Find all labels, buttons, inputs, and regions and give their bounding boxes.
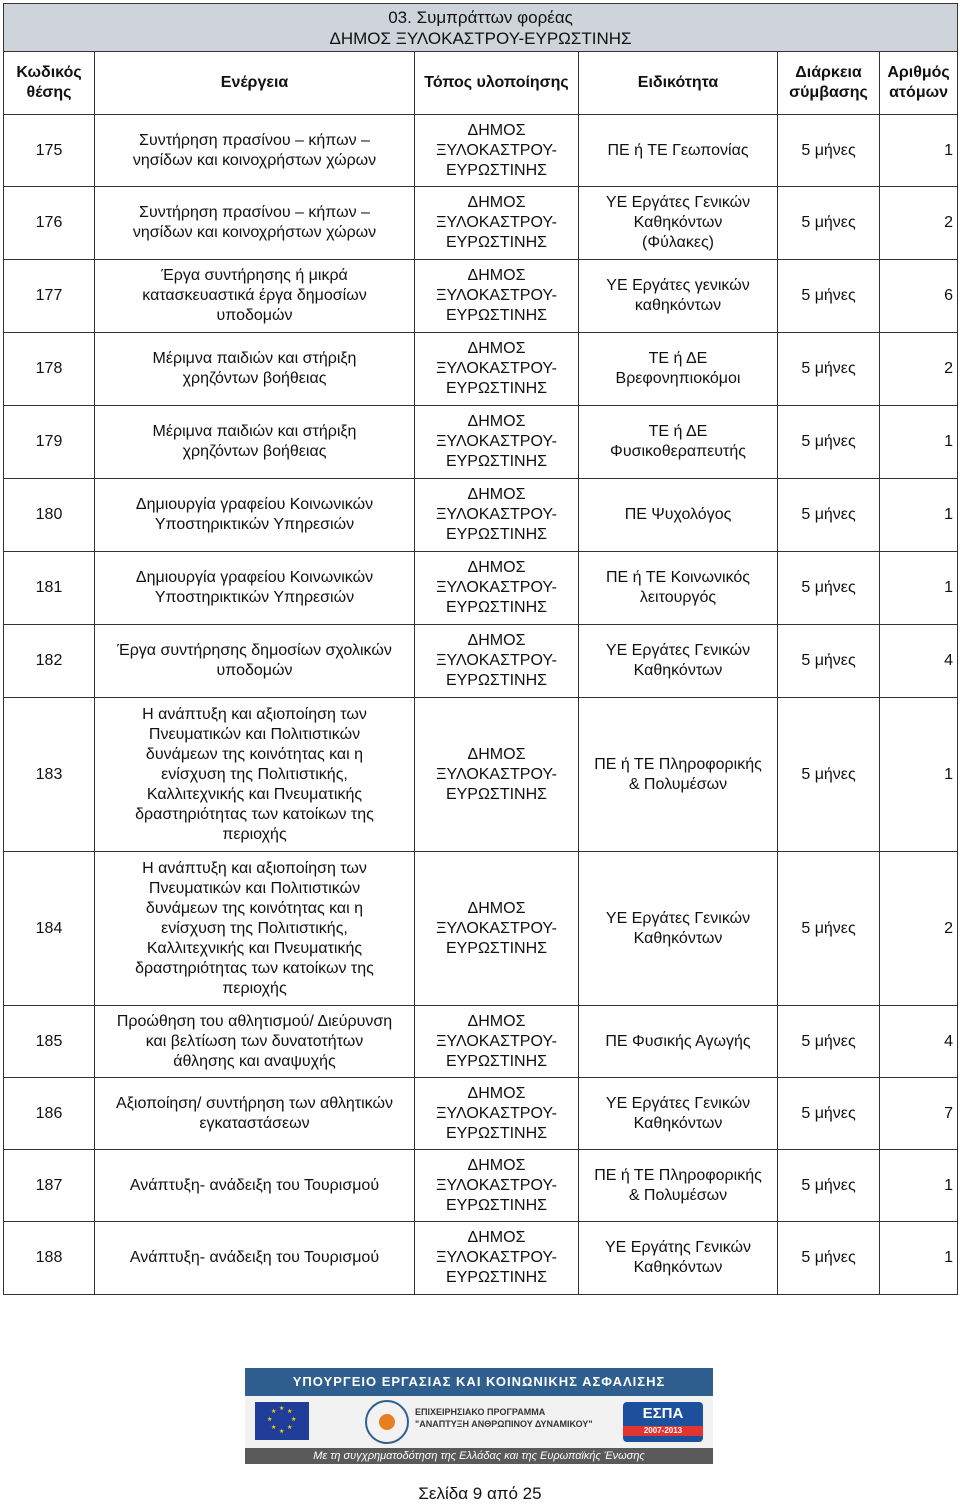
table-row [4,1150,958,1222]
cell-location: ΔΗΜΟΣ ΞΥΛΟΚΑΣΤΡΟΥ- ΕΥΡΩΣΤΙΝΗΣ [415,1006,579,1078]
cell-duration: 5 μήνες [778,1150,880,1222]
table-row [4,187,958,260]
table-row [4,115,958,187]
cell-code: 180 [4,479,95,552]
cell-code: 185 [4,1006,95,1078]
cell-action: Η ανάπτυξη και αξιοποίηση των Πνευματικών και Πολιτιστικών δυνάμεων της κοινότητας και η ενίσχυση της Πολιτιστικής, Καλλιτεχνικής και Πνευματικής δραστηριότητας των κατοίκων της περιοχής [95,852,415,1006]
program-line-1: ΕΠΙΧΕΙΡΗΣΙΑΚΟ ΠΡΟΓΡΑΜΜΑ [415,1407,546,1417]
header-duration: Διάρκεια σύμβασης [778,52,880,115]
table-row [4,406,958,479]
cell-specialty: ΥΕ Εργάτες Γενικών Καθηκόντων (Φύλακες) [579,187,778,260]
cell-location: ΔΗΜΟΣ ΞΥΛΟΚΑΣΤΡΟΥ- ΕΥΡΩΣΤΙΝΗΣ [415,260,579,333]
cell-duration: 5 μήνες [778,187,880,260]
cell-location: ΔΗΜΟΣ ΞΥΛΟΚΑΣΤΡΟΥ- ΕΥΡΩΣΤΙΝΗΣ [415,698,579,852]
cell-code: 187 [4,1150,95,1222]
cell-action: Έργα συντήρησης δημοσίων σχολικών υποδομών [95,625,415,698]
program-name [415,1406,615,1430]
cell-count: 2 [880,187,958,260]
cell-specialty: ΠΕ ή ΤΕ Κοινωνικός λειτουργός [579,552,778,625]
table-row [4,333,958,406]
cell-specialty: ΥΕ Εργάτες Γενικών Καθηκόντων [579,625,778,698]
header-specialty: Ειδικότητα [579,52,778,115]
table-row [4,260,958,333]
title-line-2: ΔΗΜΟΣ ΞΥΛΟΚΑΣΤΡΟΥ-ΕΥΡΩΣΤΙΝΗΣ [329,28,632,48]
cell-code: 182 [4,625,95,698]
table-row [4,1006,958,1078]
ministry-label: ΥΠΟΥΡΓΕΙΟ ΕΡΓΑΣΙΑΣ ΚΑΙ ΚΟΙΝΩΝΙΚΗΣ ΑΣΦΑΛΙΣΗΣ [245,1368,713,1396]
table-row [4,852,958,1006]
cell-count: 7 [880,1078,958,1150]
cell-action: Δημιουργία γραφείου Κοινωνικών Υποστηρικτικών Υπηρεσιών [95,479,415,552]
espa-years: 2007-2013 [623,1426,703,1436]
cell-count: 1 [880,1222,958,1295]
cell-code: 181 [4,552,95,625]
cell-specialty: ΥΕ Εργάτες Γενικών Καθηκόντων [579,852,778,1006]
eu-flag-icon: ★ ★ ★ ★ ★ ★ ★ ★ [255,1402,309,1440]
cell-duration: 5 μήνες [778,1222,880,1295]
cell-action: Συντήρηση πρασίνου – κήπων – νησίδων και κοινοχρήστων χώρων [95,187,415,260]
cell-count: 1 [880,1150,958,1222]
cell-code: 179 [4,406,95,479]
cell-count: 1 [880,698,958,852]
cell-code: 175 [4,115,95,187]
cell-specialty: ΠΕ Φυσικής Αγωγής [579,1006,778,1078]
cell-count: 1 [880,479,958,552]
logo-strip [245,1396,713,1448]
cell-count: 1 [880,115,958,187]
table-title [4,4,958,52]
cell-action: Μέριμνα παιδιών και στήριξη χρηζόντων βοήθειας [95,406,415,479]
cell-specialty: ΥΕ Εργάτης Γενικών Καθηκόντων [579,1222,778,1295]
cell-count: 1 [880,406,958,479]
cell-location: ΔΗΜΟΣ ΞΥΛΟΚΑΣΤΡΟΥ- ΕΥΡΩΣΤΙΝΗΣ [415,1150,579,1222]
cell-location: ΔΗΜΟΣ ΞΥΛΟΚΑΣΤΡΟΥ- ΕΥΡΩΣΤΙΝΗΣ [415,479,579,552]
table-header-row [4,52,958,115]
cell-code: 178 [4,333,95,406]
cell-action: Η ανάπτυξη και αξιοποίηση των Πνευματικών και Πολιτιστικών δυνάμεων της κοινότητας και η ενίσχυση της Πολιτιστικής, Καλλιτεχνικής και Πνευματικής δραστηριότητας των κατοίκων της περιοχής [95,698,415,852]
table-row [4,625,958,698]
cell-duration: 5 μήνες [778,852,880,1006]
cell-specialty: ΥΕ Εργάτες γενικών καθηκόντων [579,260,778,333]
cell-action: Δημιουργία γραφείου Κοινωνικών Υποστηρικτικών Υπηρεσιών [95,552,415,625]
cell-specialty: ΤΕ ή ΔΕ Φυσικοθεραπευτής [579,406,778,479]
cell-count: 4 [880,1006,958,1078]
cell-duration: 5 μήνες [778,479,880,552]
cell-location: ΔΗΜΟΣ ΞΥΛΟΚΑΣΤΡΟΥ- ΕΥΡΩΣΤΙΝΗΣ [415,115,579,187]
cell-action: Έργα συντήρησης ή μικρά κατασκευαστικά έργα δημοσίων υποδομών [95,260,415,333]
table-row [4,698,958,852]
cell-duration: 5 μήνες [778,625,880,698]
cell-duration: 5 μήνες [778,260,880,333]
cell-specialty: ΠΕ ή ΤΕ Γεωπονίας [579,115,778,187]
cell-specialty: ΠΕ ή ΤΕ Πληροφορικής & Πολυμέσων [579,698,778,852]
cell-action: Αξιοποίηση/ συντήρηση των αθλητικών εγκαταστάσεων [95,1078,415,1150]
header-action: Ενέργεια [95,52,415,115]
table-row [4,1078,958,1150]
cell-location: ΔΗΜΟΣ ΞΥΛΟΚΑΣΤΡΟΥ- ΕΥΡΩΣΤΙΝΗΣ [415,1078,579,1150]
cofunding-text: Με τη συγχρηματοδότηση της Ελλάδας και της Ευρωπαϊκής Ένωσης [245,1448,713,1464]
cell-location: ΔΗΜΟΣ ΞΥΛΟΚΑΣΤΡΟΥ- ΕΥΡΩΣΤΙΝΗΣ [415,406,579,479]
cell-code: 177 [4,260,95,333]
cell-count: 6 [880,260,958,333]
page-number: Σελίδα 9 από 25 [418,1484,542,1503]
espa-logo [623,1402,703,1442]
cell-code: 176 [4,187,95,260]
cell-duration: 5 μήνες [778,1078,880,1150]
cell-specialty: ΠΕ Ψυχολόγος [579,479,778,552]
cell-duration: 5 μήνες [778,115,880,187]
title-line-1: 03. Συμπράττων φορέας [388,7,573,27]
table-row [4,1222,958,1295]
cell-duration: 5 μήνες [778,333,880,406]
header-count: Αριθμός ατόμων [880,52,958,115]
table-row [4,479,958,552]
cell-specialty: ΠΕ ή ΤΕ Πληροφορικής & Πολυμέσων [579,1150,778,1222]
cell-location: ΔΗΜΟΣ ΞΥΛΟΚΑΣΤΡΟΥ- ΕΥΡΩΣΤΙΝΗΣ [415,187,579,260]
cell-location: ΔΗΜΟΣ ΞΥΛΟΚΑΣΤΡΟΥ- ΕΥΡΩΣΤΙΝΗΣ [415,625,579,698]
header-location: Τόπος υλοποίησης [415,52,579,115]
cell-action: Ανάπτυξη- ανάδειξη του Τουρισμού [95,1150,415,1222]
cell-location: ΔΗΜΟΣ ΞΥΛΟΚΑΣΤΡΟΥ- ΕΥΡΩΣΤΙΝΗΣ [415,852,579,1006]
cofunding-banner [245,1368,713,1464]
cell-duration: 5 μήνες [778,406,880,479]
cell-specialty: ΤΕ ή ΔΕ Βρεφονηπιοκόμοι [579,333,778,406]
cell-location: ΔΗΜΟΣ ΞΥΛΟΚΑΣΤΡΟΥ- ΕΥΡΩΣΤΙΝΗΣ [415,1222,579,1295]
cell-code: 183 [4,698,95,852]
cell-duration: 5 μήνες [778,698,880,852]
cell-duration: 5 μήνες [778,552,880,625]
cell-count: 4 [880,625,958,698]
cell-action: Μέριμνα παιδιών και στήριξη χρηζόντων βοήθειας [95,333,415,406]
cell-count: 2 [880,333,958,406]
espa-label: ΕΣΠΑ [642,1405,684,1422]
cell-location: ΔΗΜΟΣ ΞΥΛΟΚΑΣΤΡΟΥ- ΕΥΡΩΣΤΙΝΗΣ [415,552,579,625]
table-row [4,552,958,625]
cell-code: 186 [4,1078,95,1150]
table-title-row [4,4,958,52]
header-code: Κωδικός θέσης [4,52,95,115]
cell-location: ΔΗΜΟΣ ΞΥΛΟΚΑΣΤΡΟΥ- ΕΥΡΩΣΤΙΝΗΣ [415,333,579,406]
cell-count: 1 [880,552,958,625]
cell-code: 188 [4,1222,95,1295]
cell-specialty: ΥΕ Εργάτες Γενικών Καθηκόντων [579,1078,778,1150]
cell-action: Συντήρηση πρασίνου – κήπων – νησίδων και κοινοχρήστων χώρων [95,115,415,187]
positions-table [3,3,958,1295]
program-line-2: "ΑΝΑΠΤΥΞΗ ΑΝΘΡΩΠΙΝΟΥ ΔΥΝΑΜΙΚΟΥ" [415,1419,593,1429]
cell-action: Προώθηση του αθλητισμού/ Διεύρυνση και βελτίωση των δυνατοτήτων άθλησης και αναψυχής [95,1006,415,1078]
program-emblem-icon [365,1400,409,1444]
cell-code: 184 [4,852,95,1006]
cell-duration: 5 μήνες [778,1006,880,1078]
cell-count: 2 [880,852,958,1006]
cell-action: Ανάπτυξη- ανάδειξη του Τουρισμού [95,1222,415,1295]
